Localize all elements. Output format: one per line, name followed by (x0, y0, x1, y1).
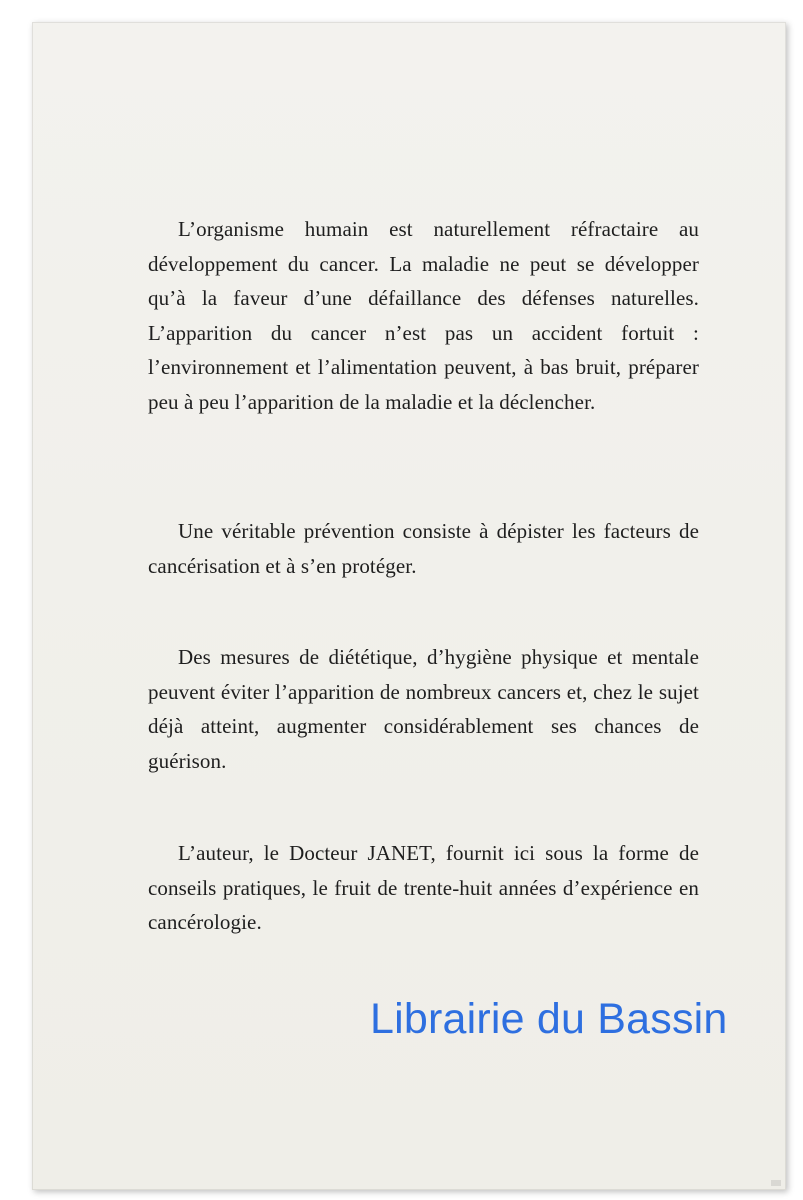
cover-corner-wear (771, 1180, 781, 1186)
seller-watermark: Librairie du Bassin (370, 995, 728, 1043)
cover-paragraph-3: Des mesures de diététique, d’hygiène physique et mentale peuvent éviter l’apparition de nombreux cancers et, chez le sujet déjà atteint, augmenter considérablement ses chances de guérison. (148, 645, 699, 773)
cover-paragraph-2: Une véritable prévention consiste à dépister les facteurs de cancérisation et à s’en protéger. (148, 519, 699, 578)
cover-paragraph-1: L’organisme humain est naturellement réfractaire au développement du cancer. La maladie ne peut se développer qu’à la faveur d’une défaillance des défenses naturelles. L’apparition du cancer n’est pas un accident fortuit : l’environnement et l’alimentation peuvent, à bas bruit, préparer peu à peu l’apparition de la maladie et la déclencher. (148, 217, 699, 414)
cover-paragraph-4: L’auteur, le Docteur JANET, fournit ici sous la forme de conseils pratiques, le fruit de trente-huit années d’expérience en cancérologie. (148, 841, 699, 935)
